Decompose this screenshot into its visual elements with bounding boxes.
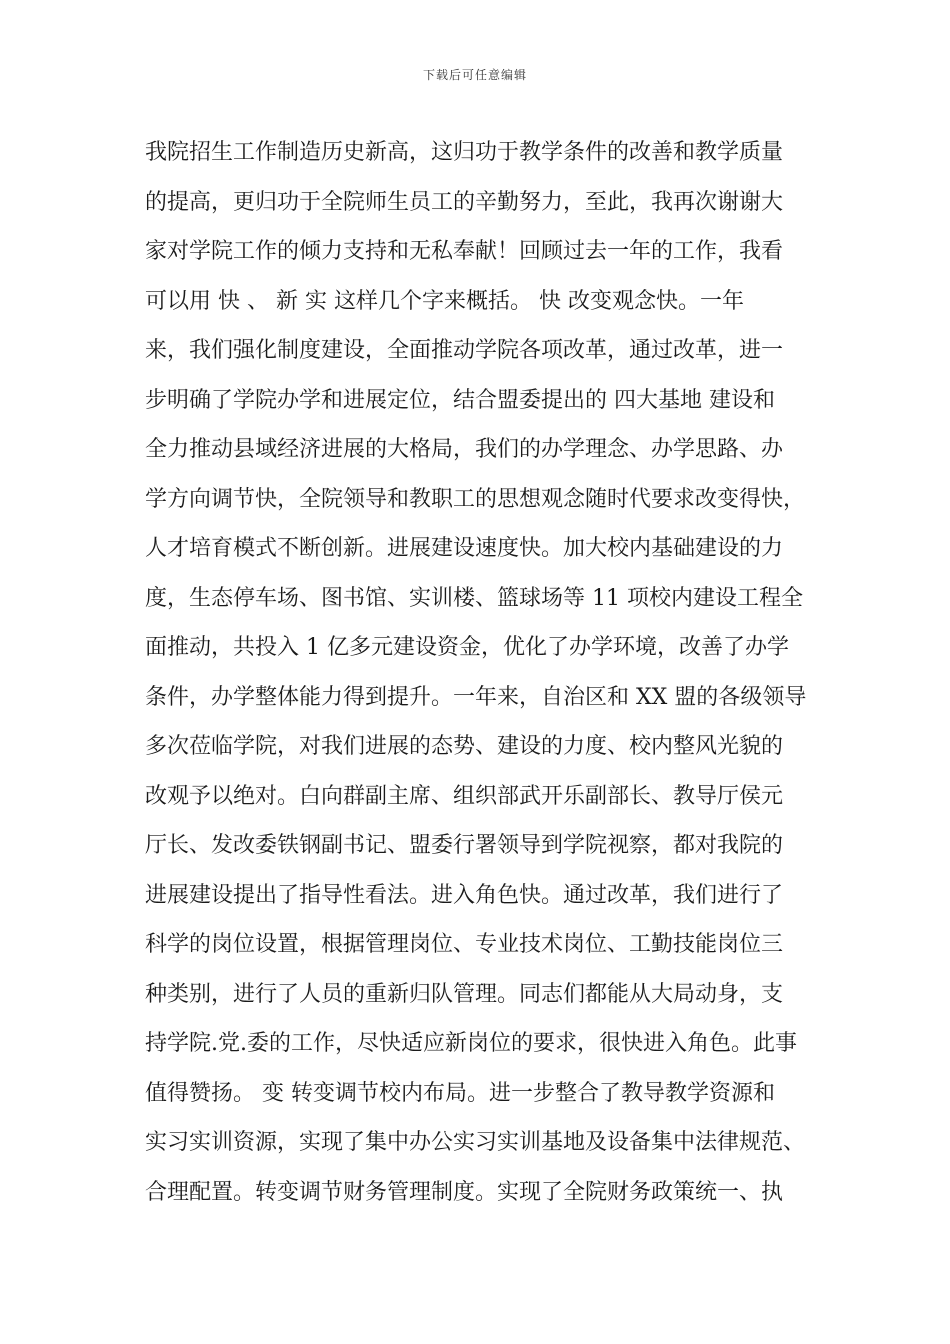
body-line: 厅长、发改委铁钢副书记、盟委行署领导到学院视察，都对我院的 xyxy=(145,833,784,858)
page-header: 下载后可任意编辑 xyxy=(422,68,527,82)
body-line: 值得赞扬。 变 转变调节校内布局。进一步整合了教导教学资源和 xyxy=(145,1080,775,1106)
body-line: 实习实训资源，实现了集中办公实习实训基地及设备集中法律规范、 xyxy=(145,1130,806,1155)
body-line: 面推动，共投入 1 亿多元建设资金，优化了办学环境，改善了办学 xyxy=(145,635,789,660)
body-line: 合理配置。转变调节财务管理制度。实现了全院财务政策统一、执 xyxy=(145,1179,784,1205)
body-line: 全力推动县域经济进展的大格局，我们的办学理念、办学思路、办 xyxy=(145,437,784,462)
body-line: 学方向调节快，全院领导和教职工的思想观念随时代要求改变得快， xyxy=(145,486,806,512)
body-line: 人才培育模式不断创新。进展建设速度快。加大校内基础建设的力 xyxy=(145,536,784,561)
body-line: 进展建设提出了指导性看法。进入角色快。通过改革，我们进行了 xyxy=(145,882,784,908)
body-line: 我院招生工作制造历史新高，这归功于教学条件的改善和教学质量 xyxy=(145,140,784,165)
body-line: 多次莅临学院，对我们进展的态势、建设的力度、校内整风光貌的 xyxy=(145,734,784,759)
body-line: 可以用 快 、 新 实 这样几个字来概括。 快 改变观念快。一年 xyxy=(145,288,744,314)
body-line: 来，我们强化制度建设，全面推动学院各项改革，通过改革，进一 xyxy=(145,338,784,363)
body-line: 改观予以绝对。白向群副主席、组织部武开乐副部长、教导厅侯元 xyxy=(145,783,784,809)
body-line: 条件，办学整体能力得到提升。一年来，自治区和 XX 盟的各级领导 xyxy=(145,684,807,710)
body-line: 步明确了学院办学和进展定位，结合盟委提出的 四大基地 建设和 xyxy=(145,387,775,413)
body-line: 持学院.党.委的工作，尽快适应新岗位的要求，很快进入角色。此事 xyxy=(145,1031,797,1056)
body-line: 度，生态停车场、图书馆、实训楼、篮球场等 11 项校内建设工程全 xyxy=(145,585,803,611)
body-line: 种类别，进行了人员的重新归队管理。同志们都能从大局动身，支 xyxy=(145,981,784,1007)
body-line: 家对学院工作的倾力支持和无私奉献！回顾过去一年的工作，我看 xyxy=(145,239,784,264)
document-body xyxy=(145,128,825,1217)
body-line: 科学的岗位设置，根据管理岗位、专业技术岗位、工勤技能岗位三 xyxy=(145,932,784,957)
body-line: 的提高，更归功于全院师生员工的辛勤努力，至此，我再次谢谢大 xyxy=(145,189,784,215)
